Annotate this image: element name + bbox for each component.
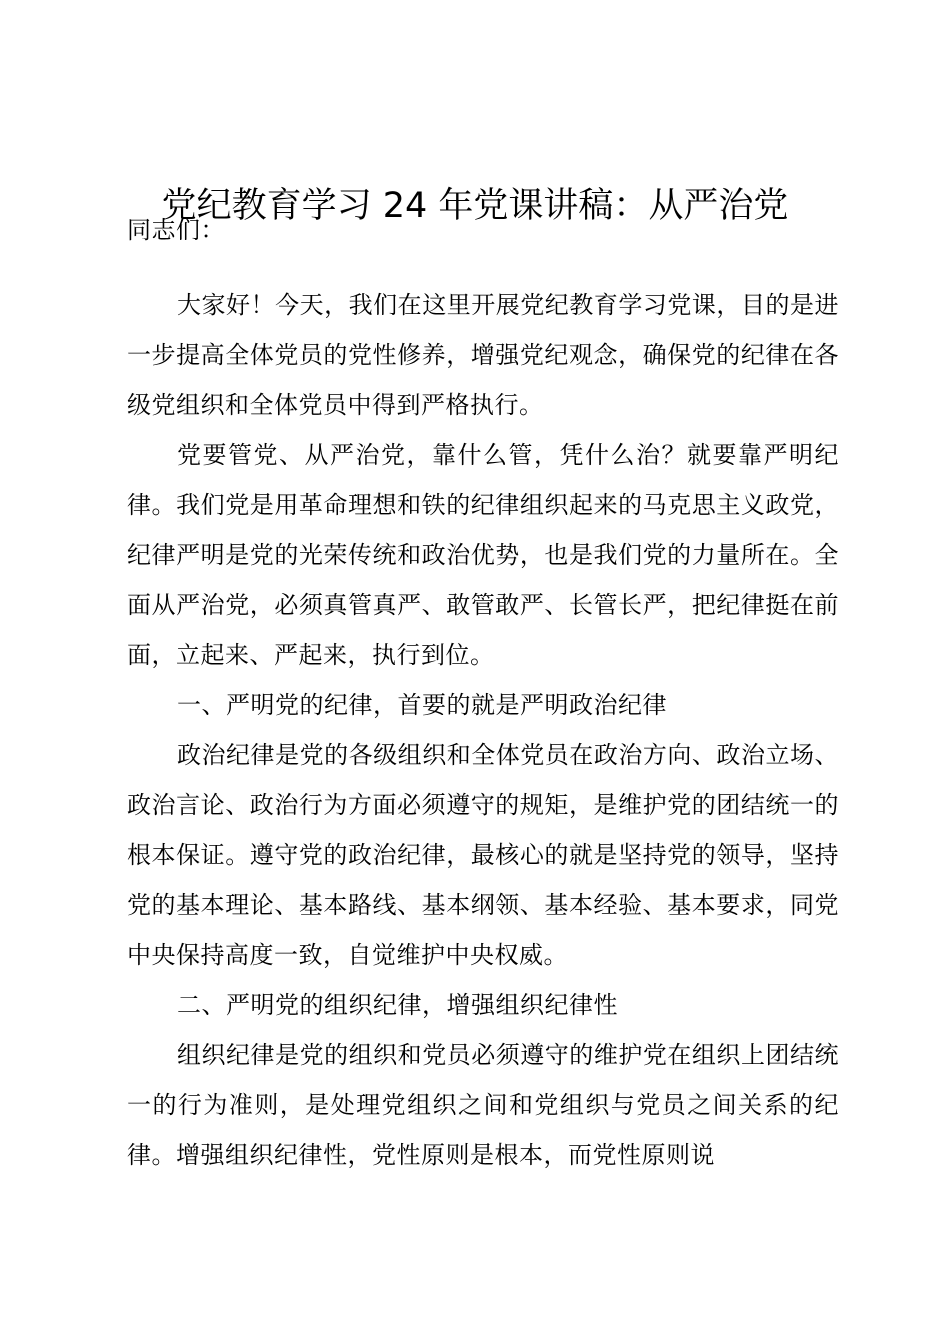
document-title: 党纪教育学习 24 年党课讲稿：从严治党 [161,186,789,226]
section-heading-organizational: 二、严明党的组织纪律，增强组织纪律性 [177,991,618,1019]
document-body [127,280,839,1180]
paragraph-opening: 大家好！今天，我们在这里开展党纪教育学习党课，目的是进一步提高全体党员的党性修养，增强党纪观念，确保党的纪律在各级党组织和全体党员中得到严格执行。 [127,291,839,419]
paragraph-discipline: 党要管党、从严治党，靠什么管，凭什么治？就要靠严明纪律。我们党是用革命理想和铁的纪律组织起来的马克思主义政党，纪律严明是党的光荣传统和政治优势，也是我们党的力量所在。全面从严治党，必须真管真严、敢管敢严、长管长严，把纪律挺在前面，立起来、严起来，执行到位。 [127,441,839,669]
section-heading-political: 一、严明党的纪律，首要的就是严明政治纪律 [177,691,667,719]
section-text-organizational: 组织纪律是党的组织和党员必须遵守的维护党在组织上团结统一的行为准则，是处理党组织之间和党组织与党员之间关系的纪律。增强组织纪律性，党性原则是根本，而党性原则说 [127,1041,839,1169]
section-text-political: 政治纪律是党的各级组织和全体党员在政治方向、政治立场、政治言论、政治行为方面必须遵守的规矩，是维护党的团结统一的根本保证。遵守党的政治纪律，最核心的就是坚持党的领导，坚持党的基本理论、基本路线、基本纲领、基本经验、基本要求，同党中央保持高度一致，自觉维护中央权威。 [127,741,839,969]
salutation: 同志们： [127,216,225,244]
